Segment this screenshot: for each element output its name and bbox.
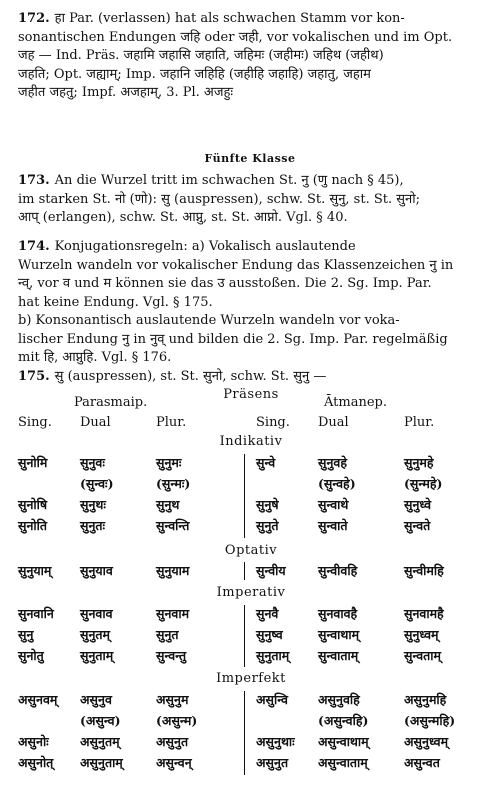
paragraph-174-line-4: hat keine Endung. Vgl. § 175. — [18, 294, 213, 310]
conjugation-form: सुनोति — [18, 518, 47, 533]
conjugation-form: सुनु — [18, 627, 34, 642]
conjugation-form: असुनुम — [156, 692, 189, 707]
paragraph-174-line-7: mit हि, आप्नुहि. Vgl. § 176. — [18, 350, 172, 365]
conjugation-form: सुनवाव — [80, 606, 113, 621]
conjugation-form: सुनुध्वम् — [404, 627, 439, 642]
conjugation-form: असुनुमहि — [404, 692, 447, 707]
conjugation-form: असुनुवहि — [318, 692, 360, 707]
voice-label-parasmaipada: Parasmaip. — [74, 395, 148, 410]
conjugation-form: सुन्वाथे — [318, 497, 349, 512]
paragraph-174-line-2: Wurzeln wandeln vor vokalischer Endung das Klassenzeichen नु in — [18, 257, 454, 273]
conjugation-row — [18, 475, 484, 493]
conjugation-form: असुन्वाताम् — [318, 755, 368, 770]
conjugation-form: सुनवानि — [18, 606, 54, 621]
conjugation-form: असुनुव — [80, 692, 112, 707]
conjugation-form: (सुन्वः) — [80, 476, 114, 491]
conjugation-form: असुनोः — [18, 734, 49, 749]
conjugation-form: (सुन्वहे) — [318, 476, 356, 491]
paragraph-172-line-5: जहीत जहतु; Impf. अजहाम्, 3. Pl. अजहुः — [18, 85, 234, 100]
conjugation-row — [18, 517, 484, 535]
conjugation-form: सुनवावहै — [318, 606, 358, 621]
conjugation-form: सुन्वीमहि — [404, 563, 444, 578]
conjugation-form: सुन्वे — [256, 455, 276, 470]
column-header: Plur. — [156, 415, 187, 430]
conjugation-form: सुनोमि — [18, 455, 48, 470]
conjugation-form: असुनुतम् — [80, 734, 120, 749]
conjugation-form: सुनवै — [256, 606, 279, 621]
conjugation-form: सुन्वाते — [318, 518, 348, 533]
conjugation-form: सुन्वन्तु — [156, 648, 187, 663]
conjugation-form: सुनुवः — [80, 455, 105, 470]
column-header: Sing. — [18, 415, 52, 430]
conjugation-form: असुनुत — [156, 734, 189, 749]
paragraph-173-line-1: 173. An die Wurzel tritt im schwachen St. नु (णु nach § 45), — [18, 173, 404, 188]
conjugation-form: सुन्वन्ति — [156, 518, 190, 533]
conjugation-form: सुनुवहे — [318, 455, 347, 470]
conjugation-form: सुनुध्वे — [404, 497, 432, 512]
conjugation-form: असुन्वि — [256, 692, 288, 707]
conjugation-form: सुनुमः — [156, 455, 182, 470]
paragraph-172-line-2: sonantischen Endungen जहि oder जही, vor vokalischen und im Opt. — [18, 29, 453, 45]
conjugation-form: सुन्वीवहि — [318, 563, 358, 578]
conjugation-row — [18, 647, 484, 665]
mood-label-imperativ: Imperativ — [216, 585, 286, 600]
paragraph-174 — [18, 238, 484, 368]
conjugation-form: सुनुयाव — [80, 563, 113, 578]
column-header-row — [18, 414, 484, 432]
conjugation-form: असुनुध्वम् — [404, 734, 449, 749]
conjugation-form: असुन्वत — [404, 755, 440, 770]
conjugation-form: सुनोषि — [18, 497, 48, 512]
section-number-173: 173. — [18, 173, 50, 188]
section-number-172: 172. — [18, 11, 50, 26]
section-heading: Fünfte Klasse — [204, 152, 296, 165]
conjugation-form: (असुन्व) — [80, 713, 121, 728]
conjugation-form: असुनुत — [256, 755, 289, 770]
conjugation-form: सुन्वीय — [256, 563, 286, 578]
conjugation-form: सुनुथ — [156, 497, 180, 512]
paragraph-173-line-3: आप् (erlangen), schw. St. आप्नु, st. St. आप्नो. Vgl. § 40. — [18, 210, 348, 225]
conjugation-row — [18, 754, 484, 772]
conjugation-form: सुनुषे — [256, 497, 279, 512]
conjugation-form: सुन्वाताम् — [318, 648, 359, 663]
paragraph-174-line-6: lischer Endung नु in नुव् und bilden die 2. Sg. Imp. Par. regelmäßig — [18, 331, 448, 347]
conjugation-form: (सुन्महे) — [404, 476, 443, 491]
mood-label-imperfekt: Imperfekt — [216, 671, 286, 686]
mood-label-optativ: Optativ — [224, 543, 278, 558]
conjugation-row — [18, 562, 484, 580]
paragraph-172 — [18, 10, 484, 103]
conjugation-form: सुनुष्व — [256, 627, 283, 642]
paragraph-175 — [18, 368, 484, 387]
conjugation-form: असुनुथाः — [256, 734, 295, 749]
conjugation-form: सुनुतः — [80, 518, 106, 533]
conjugation-form: सुनुयाम — [156, 563, 190, 578]
conjugation-form: (असुन्वहि) — [318, 713, 369, 728]
section-number-174: 174. — [18, 239, 50, 254]
conjugation-form: सुनुते — [256, 518, 279, 533]
conjugation-form: असुनोत् — [18, 755, 54, 770]
paragraph-172-line-3: जह — Ind. Präs. जहामि जहासि जहाति, जहिमः (जहीमः) जहिथ (जहीथ) — [18, 48, 384, 63]
conjugation-form: (असुन्म) — [156, 713, 198, 728]
conjugation-form: सुनुताम् — [256, 648, 290, 663]
column-divider — [244, 605, 245, 667]
conjugation-row — [18, 454, 484, 472]
column-header: Sing. — [256, 415, 290, 430]
conjugation-form: सुन्वाथाम् — [318, 627, 360, 642]
section-number-175: 175. — [18, 369, 50, 384]
conjugation-row — [18, 626, 484, 644]
conjugation-form: (सुन्मः) — [156, 476, 191, 491]
conjugation-form: सुनुत — [156, 627, 179, 642]
mood-label-indikativ: Indikativ — [219, 434, 283, 449]
conjugation-form: (असुन्महि) — [404, 713, 456, 728]
conjugation-row — [18, 605, 484, 623]
column-divider — [244, 454, 245, 538]
tense-label: Präsens — [223, 387, 279, 402]
conjugation-form: सुन्वताम् — [404, 648, 441, 663]
paragraph-174-line-5: b) Konsonantisch auslautende Wurzeln wandeln vor voka- — [18, 313, 400, 328]
conjugation-form: सुन्वते — [404, 518, 431, 533]
conjugation-row — [18, 496, 484, 514]
column-divider — [244, 562, 245, 580]
paragraph-174-line-3: न्व्, vor व und म können sie das उ ausstoßen. Die 2. Sg. Imp. Par. — [18, 276, 432, 291]
voice-header-row — [18, 394, 484, 412]
voice-label-atmanepada: Ātmanep. — [324, 395, 387, 410]
conjugation-form: असुनवम् — [18, 692, 58, 707]
conjugation-form: सुनुथः — [80, 497, 106, 512]
paragraph-172-line-1: 172. हा Par. (verlassen) hat als schwachen Stamm vor kon- — [18, 11, 405, 26]
paragraph-174-line-1: 174. Konjugationsregeln: a) Vokalisch auslautende — [18, 239, 356, 254]
conjugation-form: सुनवामहै — [404, 606, 444, 621]
column-header: Dual — [318, 415, 349, 430]
paragraph-172-line-4: जहति; Opt. जह्याम्; Imp. जहानि जहिहि (जहीहि जहाहि) जहातु, जहाम — [18, 66, 371, 82]
column-header: Dual — [80, 415, 111, 430]
paragraph-173-line-2: im starken St. नो (णो): सु (auspressen), schw. St. सुनु, st. St. सुनो; — [18, 191, 420, 207]
conjugation-row — [18, 691, 484, 709]
conjugation-row — [18, 733, 484, 751]
conjugation-form: सुनुतम् — [80, 627, 110, 642]
conjugation-form: सुनवाम — [156, 606, 190, 621]
conjugation-form: असुनुताम् — [80, 755, 123, 770]
conjugation-form: सुनुताम् — [80, 648, 114, 663]
conjugation-form: असुन्वन् — [156, 755, 192, 770]
conjugation-form: सुनुमहे — [404, 455, 434, 470]
paragraph-173 — [18, 172, 484, 228]
conjugation-form: असुन्वाथाम् — [318, 734, 369, 749]
conjugation-form: सुनोतु — [18, 648, 44, 663]
conjugation-form: सुनुयाम् — [18, 563, 52, 578]
column-header: Plur. — [404, 415, 435, 430]
column-divider — [244, 691, 245, 775]
conjugation-row — [18, 712, 484, 730]
paragraph-175-line-1: 175. सु (auspressen), st. St. सुनो, schw. St. सुनु — — [18, 369, 327, 384]
